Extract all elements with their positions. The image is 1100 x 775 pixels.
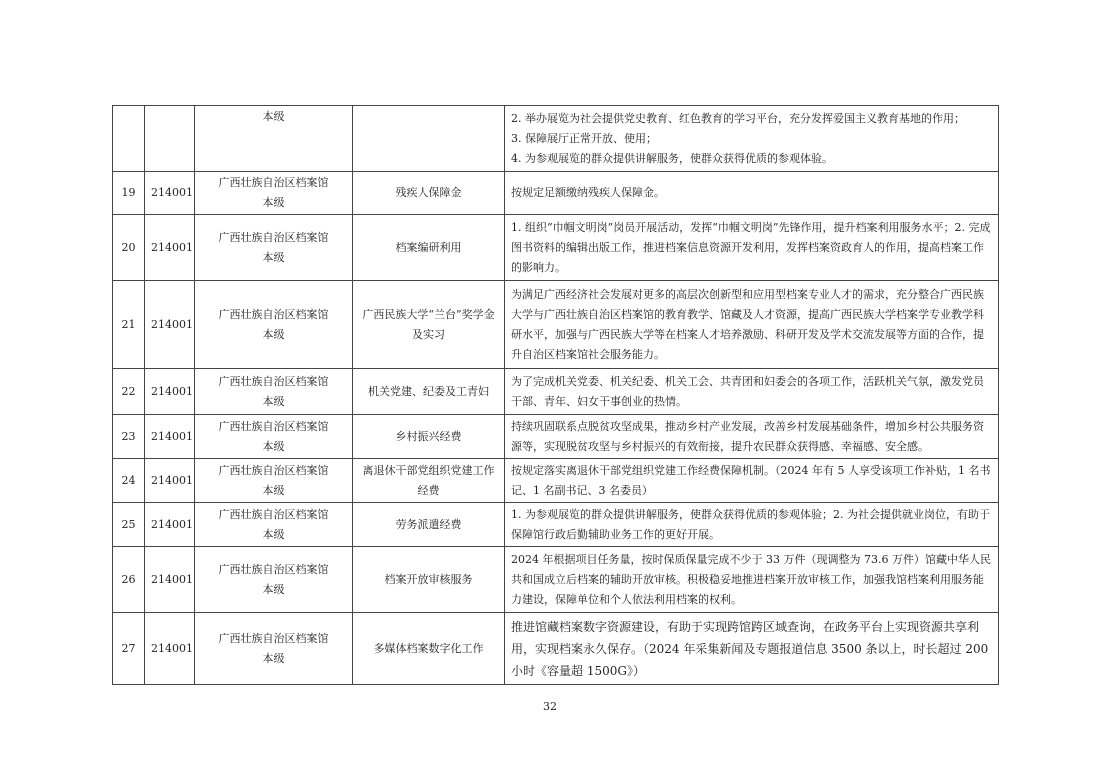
row-project: 残疾人保障金: [353, 172, 505, 215]
project-table: [112, 105, 999, 685]
cell-description: [505, 106, 999, 172]
unit-name: 广西壮族自治区档案馆: [218, 419, 329, 433]
row-index: 22: [113, 369, 145, 415]
row-code: 214001: [145, 503, 195, 547]
row-project: 机关党建、纪委及工青妇: [353, 369, 505, 415]
row-unit: [195, 613, 353, 685]
row-description: 1. 组织“巾帼文明岗”岗员开展活动，发挥“巾帼文明岗”先锋作用，提升档案利用服务水平；2. 完成图书资料的编辑出版工作，推进档案信息资源开发利用，发挥档案资政育人的作用，提高档案工作的影响力。: [505, 215, 999, 281]
unit-name: 广西壮族自治区档案馆: [218, 307, 329, 321]
row-unit: [195, 369, 353, 415]
table-row: [113, 369, 999, 415]
page-number: 32: [543, 700, 557, 713]
row-unit: [195, 415, 353, 459]
table-row: [113, 547, 999, 613]
desc-line: 2. 举办展览为社会提供党史教育、红色教育的学习平台，充分发挥爱国主义教育基地的作用；: [511, 111, 965, 125]
row-index: 27: [113, 613, 145, 685]
unit-level: 本级: [262, 483, 285, 497]
row-code: 214001: [145, 547, 195, 613]
table-row: [113, 459, 999, 503]
row-project: 多媒体档案数字化工作: [353, 613, 505, 685]
row-code: 214001: [145, 613, 195, 685]
unit-name: 广西壮族自治区档案馆: [218, 230, 329, 244]
row-description: 按规定落实离退休干部党组织党建工作经费保障机制。（2024 年有 5 人享受该项工作补贴，1 名书记、1 名副书记、3 名委员）: [505, 459, 999, 503]
table-row: [113, 215, 999, 281]
row-code: 214001: [145, 281, 195, 369]
cell-index: [113, 106, 145, 172]
unit-level: 本级: [262, 327, 285, 341]
row-unit: [195, 547, 353, 613]
row-index: 19: [113, 172, 145, 215]
project-table-body: [113, 106, 999, 685]
row-description: 1. 为参观展览的群众提供讲解服务，使群众获得优质的参观体验；2. 为社会提供就业岗位，有助于保障馆行政后勤辅助业务工作的更好开展。: [505, 503, 999, 547]
table-row: [113, 415, 999, 459]
row-description: 为满足广西经济社会发展对更多的高层次创新型和应用型档案专业人才的需求，充分整合广西民族大学与广西壮族自治区档案馆的教育教学、馆藏及人才资源，提高广西民族大学档案学专业教学科研水平，加强与广西民族大学等在档案人才培养激励、科研开发及学术交流发展等方面的合作，提升自治区档案馆社会服务能力。: [505, 281, 999, 369]
table-row: [113, 613, 999, 685]
row-unit: [195, 503, 353, 547]
unit-level: 本级: [262, 651, 285, 665]
row-index: 24: [113, 459, 145, 503]
table-row: [113, 172, 999, 215]
desc-line: 4. 为参观展览的群众提供讲解服务，使群众获得优质的参观体验。: [511, 151, 833, 165]
cell-project: [353, 106, 505, 172]
cell-code: [145, 106, 195, 172]
row-unit: [195, 281, 353, 369]
desc-line: 3. 保障展厅正常开放、使用；: [511, 131, 657, 145]
row-index: 23: [113, 415, 145, 459]
row-project: 广西民族大学“兰台”奖学金及实习: [353, 281, 505, 369]
unit-level: 本级: [262, 582, 285, 596]
unit-name: 广西壮族自治区档案馆: [218, 507, 329, 521]
table-row: [113, 281, 999, 369]
row-project: 乡村振兴经费: [353, 415, 505, 459]
unit-level: 本级: [262, 439, 285, 453]
row-code: 214001: [145, 459, 195, 503]
unit-level: 本级: [262, 110, 285, 123]
row-unit: [195, 459, 353, 503]
row-description: 按规定足额缴纳残疾人保障金。: [505, 172, 999, 215]
unit-level: 本级: [262, 394, 285, 408]
unit-name: 广西壮族自治区档案馆: [218, 631, 329, 645]
unit-name: 广西壮族自治区档案馆: [218, 463, 329, 477]
continued-row: [113, 106, 999, 172]
row-unit: [195, 215, 353, 281]
row-code: 214001: [145, 415, 195, 459]
unit-level: 本级: [262, 527, 285, 541]
row-index: 21: [113, 281, 145, 369]
row-project: 档案开放审核服务: [353, 547, 505, 613]
row-description: 持续巩固联系点脱贫攻坚成果，推动乡村产业发展，改善乡村发展基础条件，增加乡村公共服务资源等，实现脱贫攻坚与乡村振兴的有效衔接，提升农民群众获得感、幸福感、安全感。: [505, 415, 999, 459]
row-index: 25: [113, 503, 145, 547]
row-project: 劳务派遣经费: [353, 503, 505, 547]
row-project: 离退休干部党组织党建工作经费: [353, 459, 505, 503]
unit-level: 本级: [262, 196, 285, 209]
row-index: 20: [113, 215, 145, 281]
row-code: 214001: [145, 172, 195, 215]
unit-name: 广西壮族自治区档案馆: [218, 562, 329, 576]
row-unit: [195, 172, 353, 215]
row-description: 推进馆藏档案数字资源建设，有助于实现跨馆跨区域查询，在政务平台上实现资源共享利用，实现档案永久保存。（2024 年采集新闻及专题报道信息 3500 条以上，时长超过 200 小时《容量超 1500G》）: [505, 613, 999, 685]
row-code: 214001: [145, 369, 195, 415]
cell-unit: [195, 106, 353, 172]
unit-name: 广西壮族自治区档案馆: [218, 176, 329, 189]
row-description: 2024 年根据项目任务量，按时保质保量完成不少于 33 万件（现调整为 73.6 万件）馆藏中华人民共和国成立后档案的辅助开放审核。积极稳妥地推进档案开放审核工作，加强我馆档案利用服务能力建设，保障单位和个人依法利用档案的权利。: [505, 547, 999, 613]
row-index: 26: [113, 547, 145, 613]
unit-level: 本级: [262, 250, 285, 264]
table-row: [113, 503, 999, 547]
row-description: 为了完成机关党委、机关纪委、机关工会、共青团和妇委会的各项工作，活跃机关气氛，激发党员干部、青年、妇女干事创业的热情。: [505, 369, 999, 415]
unit-name: 广西壮族自治区档案馆: [218, 374, 329, 388]
row-project: 档案编研利用: [353, 215, 505, 281]
row-code: 214001: [145, 215, 195, 281]
